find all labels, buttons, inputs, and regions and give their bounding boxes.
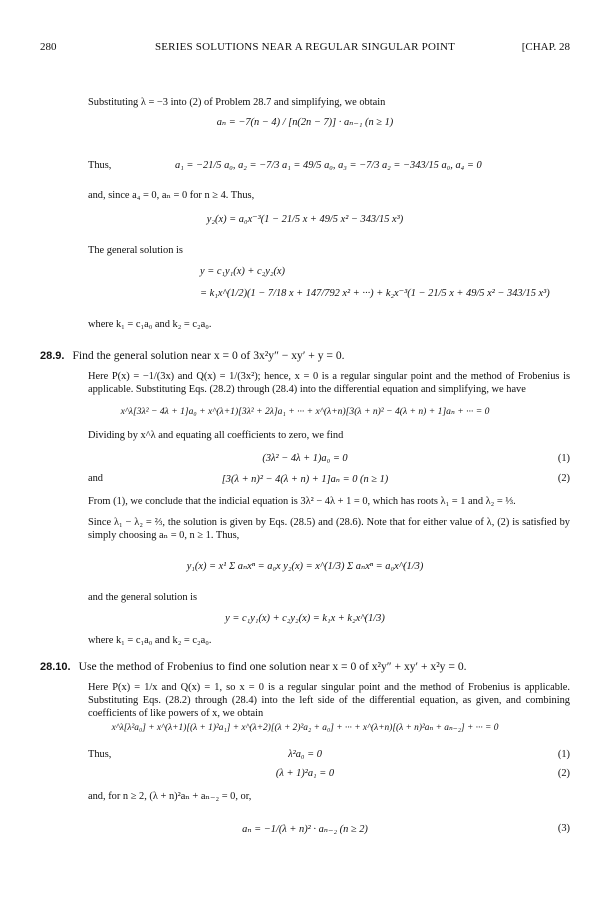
recurrence-eq: aₙ = −7(n − 4) / [n(2n − 7)] · aₙ₋₁ (n ≥ 1) [216, 117, 394, 128]
problem-number: 28.10. [40, 661, 71, 673]
where-text: where k₁ = c₁a₀ and k₂ = c₂a₀. [88, 319, 212, 330]
and-for-text: and, for n ≥ 2, (λ + n)²aₙ + aₙ₋₂ = 0, or, [88, 791, 252, 802]
general-eq-line2: = k₁x^(1/2)(1 − 7/18 x + 147/792 x² + ···) + k₂x⁻³(1 − 21/5 x + 49/5 x² − 343/15 x³) [200, 288, 550, 299]
general-solution-28-9: y = c₁y₁(x) + c₂y₂(x) = k₁x + k₂x^(1/3) [225, 613, 385, 624]
eq-1: (3λ² − 4λ + 1)a₀ = 0 [262, 453, 348, 464]
y2-eq: y₂(x) = a₀x⁻³(1 − 21/5 x + 49/5 x² − 343/15 x³) [206, 214, 404, 225]
since-text: and, since a₄ = 0, aₙ = 0 for n ≥ 4. Thus, [88, 190, 255, 201]
general-eq-line1: y = c₁y₁(x) + c₂y₂(x) [200, 266, 285, 277]
page-number: 280 [40, 41, 57, 53]
running-title: SERIES SOLUTIONS NEAR A REGULAR SINGULAR POINT [154, 41, 456, 53]
problem-28-10-paragraph: Here P(x) = 1/x and Q(x) = 1, so x = 0 is a regular singular point and the method of Frobenius is applicable. Substituting Eqs. (28.2) through (28.4) into the left side of the differential equation, as given, and combining coefficients of like powers of x, we obtain [88, 682, 570, 719]
eq-2-tag: (2) [557, 473, 570, 484]
eq-2: [3(λ + n)² − 4(λ + n) + 1]aₙ = 0 (n ≥ 1) [221, 474, 389, 485]
intro-text: Substituting λ = −3 into (2) of Problem 28.7 and simplifying, we obtain [88, 97, 386, 108]
running-header [40, 41, 570, 55]
chapter-label: [CHAP. 28 [521, 41, 570, 53]
frobenius-series-eq: x^λ[3λ² − 4λ + 1]a₀ + x^(λ+1)[3λ² + 2λ]a₁ + ··· + x^(λ+n)[3(λ + n)² − 4(λ + n) + 1]aₙ + ··· = 0 [120, 406, 490, 417]
where-text-28-9: where k₁ = c₁a₀ and k₂ = c₂a₀. [88, 635, 212, 646]
problem-28-9-heading [40, 349, 345, 362]
eq-1-tag-28-10: (1) [557, 749, 570, 760]
problem-statement: Find the general solution near x = 0 of 3x²y″ − xy′ + y = 0. [72, 349, 345, 362]
problem-28-9-paragraph: Here P(x) = −1/(3x) and Q(x) = 1/(3x²); hence, x = 0 is a regular singular point and the method of Frobenius is applicable. Substituting Eqs. (28.2) through (28.4) into the differential equation and simplifying, we have [88, 371, 570, 395]
problem-number: 28.9. [40, 350, 65, 362]
coefficients-eq: a₁ = −21/5 a₀, a₂ = −7/3 a₁ = 49/5 a₀, a₃ = −7/3 a₂ = −343/15 a₀, a₄ = 0 [175, 160, 482, 171]
solutions-eq: y₁(x) = x¹ Σ aₙxⁿ = a₀x y₂(x) = x^(1/3) Σ aₙxⁿ = a₀x^(1/3) [186, 561, 424, 572]
eq-1-28-10: λ²a₀ = 0 [288, 749, 322, 760]
eq-3-tag-28-10: (3) [557, 823, 570, 834]
eq-1-tag: (1) [557, 453, 570, 464]
indicial-text: From (1), we conclude that the indicial equation is 3λ² − 4λ + 1 = 0, which has roots λ₁ = 1 and λ₂ = ⅓. [88, 496, 516, 507]
dividing-text: Dividing by x^λ and equating all coefficients to zero, we find [88, 430, 344, 441]
general-intro: The general solution is [88, 245, 183, 256]
thus-label: Thus, [88, 160, 112, 171]
eq-2-tag-28-10: (2) [557, 768, 570, 779]
problem-statement: Use the method of Frobenius to find one solution near x = 0 of x²y″ + xy′ + x²y = 0. [78, 660, 467, 673]
and-label: and [88, 473, 104, 484]
eq-2-28-10: (λ + 1)²a₁ = 0 [275, 768, 335, 779]
eq-3-28-10: aₙ = −1/(λ + n)² · aₙ₋₂ (n ≥ 2) [242, 824, 368, 835]
general-intro-28-9: and the general solution is [88, 592, 198, 603]
thus-label-28-10: Thus, [88, 749, 112, 760]
problem-28-10-heading [40, 660, 467, 673]
frobenius-series-eq-28-10: x^λ[λ²a₀] + x^(λ+1)[(λ + 1)²a₁] + x^(λ+2)[(λ + 2)²a₂ + a₀] + ··· + x^(λ+n)[(λ + n)²aₙ + aₙ₋₂] + ··· = 0 [111, 723, 499, 733]
since-paragraph: Since λ₁ − λ₂ = ⅔, the solution is given by Eqs. (28.5) and (28.6). Note that for either value of λ, (2) is satisfied by simply choosing aₙ = 0, n ≥ 1. Thus, [88, 517, 570, 541]
